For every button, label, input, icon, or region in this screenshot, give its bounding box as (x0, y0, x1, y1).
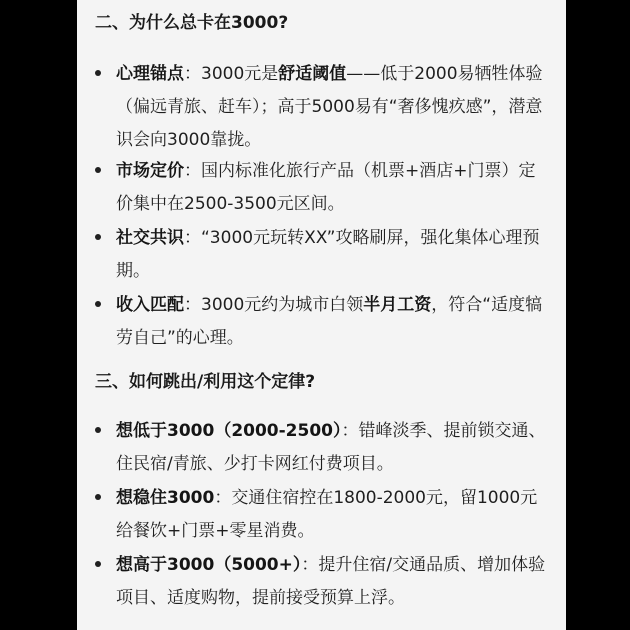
item-text-emphasis: 舒适阈值 (278, 64, 347, 84)
article-panel (77, 0, 566, 630)
list-item-text (116, 155, 546, 221)
list-item-text (116, 415, 546, 481)
item-text-before: 3000元约为城市白领 (201, 295, 364, 315)
bullet-dot (95, 70, 101, 76)
bullet-dot (95, 427, 101, 433)
item-label: 市场定价 (116, 161, 184, 181)
item-text-before: 国内标准化旅行产品（机票+酒店+门票）定价集中在2500-3500元区间。 (116, 161, 536, 214)
item-separator: ： (184, 228, 201, 248)
item-label: 想低于3000（2000-2500） (116, 421, 342, 441)
item-text-before: 交通住宿控在1800-2000元，留1000元给餐饮+门票+零星消费。 (116, 488, 538, 541)
bullet-dot (95, 301, 101, 307)
item-label: 想稳住3000 (116, 488, 215, 508)
item-separator: ： (341, 421, 359, 441)
item-separator: ： (301, 555, 319, 575)
list-item-text (116, 58, 546, 157)
list-item-text (116, 222, 546, 288)
bullet-dot (95, 167, 101, 173)
item-text-before: “3000元玩转XX”攻略刷屏，强化集体心理预期。 (116, 228, 540, 281)
bullet-dot (95, 561, 101, 567)
item-label: 收入匹配 (116, 295, 184, 315)
item-separator: ： (184, 295, 201, 315)
item-text-after: ，符合“适度犒劳自己”的心理。 (116, 295, 543, 348)
item-text-before: 提升住宿/交通品质、增加体验项目、适度购物，提前接受预算上浮。 (116, 555, 546, 608)
item-text-before: 3000元是 (201, 64, 279, 84)
item-label: 想高于3000（5000+） (116, 555, 302, 575)
item-separator: ： (214, 488, 232, 508)
item-label: 社交共识 (116, 228, 184, 248)
list-item-text (116, 549, 546, 615)
item-separator: ： (184, 64, 201, 84)
item-text-before: 错峰淡季、提前锁交通、住民宿/青旅、少打卡网红付费项目。 (116, 421, 546, 474)
section-heading-why-3000: 二、为什么总卡在3000? (95, 13, 289, 33)
list-item-text (116, 482, 546, 548)
item-text-after: ——低于2000易牺牲体验（偏远青旅、赶车）；高于5000易有“奢侈愧疚感”，潜意识会向3000靠拢。 (116, 64, 543, 150)
item-text-emphasis: 半月工资 (363, 295, 432, 315)
bullet-dot (95, 494, 101, 500)
section-heading-how-to: 三、如何跳出/利用这个定律? (95, 372, 316, 392)
bullet-dot (95, 234, 101, 240)
item-separator: ： (184, 161, 201, 181)
item-label: 心理锚点 (116, 64, 184, 84)
list-item-text (116, 289, 546, 355)
